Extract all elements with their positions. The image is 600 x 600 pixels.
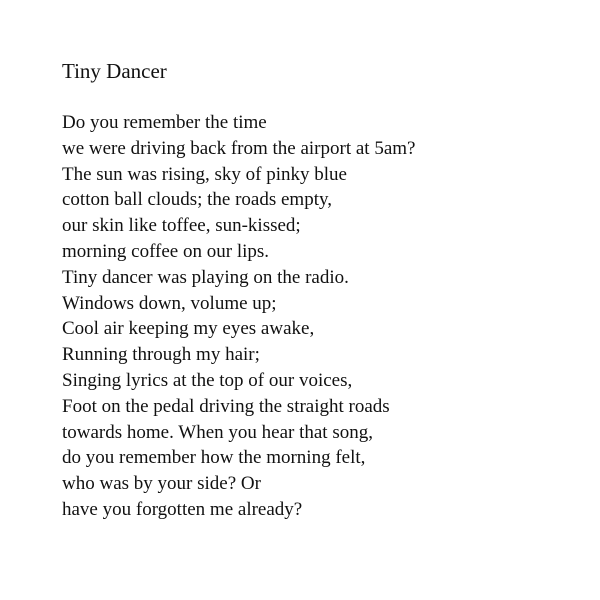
poem-line: The sun was rising, sky of pinky blue (62, 163, 347, 185)
poem-line: towards home. When you hear that song, (62, 421, 373, 443)
poem-body (62, 110, 582, 523)
poem-line: Windows down, volume up; (62, 292, 277, 314)
poem-line: Running through my hair; (62, 344, 260, 366)
poem-line: have you forgotten me already? (62, 498, 303, 520)
poem-line: we were driving back from the airport at 5am? (62, 137, 416, 159)
poem-line: cotton ball clouds; the roads empty, (62, 189, 332, 211)
poem (62, 57, 582, 523)
poem-line: our skin like toffee, sun-kissed; (62, 215, 301, 237)
poem-line: do you remember how the morning felt, (62, 447, 366, 469)
poem-title: Tiny Dancer (62, 59, 167, 83)
poem-line: morning coffee on our lips. (62, 240, 270, 262)
poem-line: who was by your side? Or (62, 473, 261, 495)
poem-line: Foot on the pedal driving the straight roads (62, 395, 390, 417)
poem-line: Do you remember the time (62, 112, 267, 133)
poem-line: Tiny dancer was playing on the radio. (62, 266, 349, 288)
poem-line: Cool air keeping my eyes awake, (62, 318, 315, 340)
poem-line: Singing lyrics at the top of our voices, (62, 369, 353, 391)
